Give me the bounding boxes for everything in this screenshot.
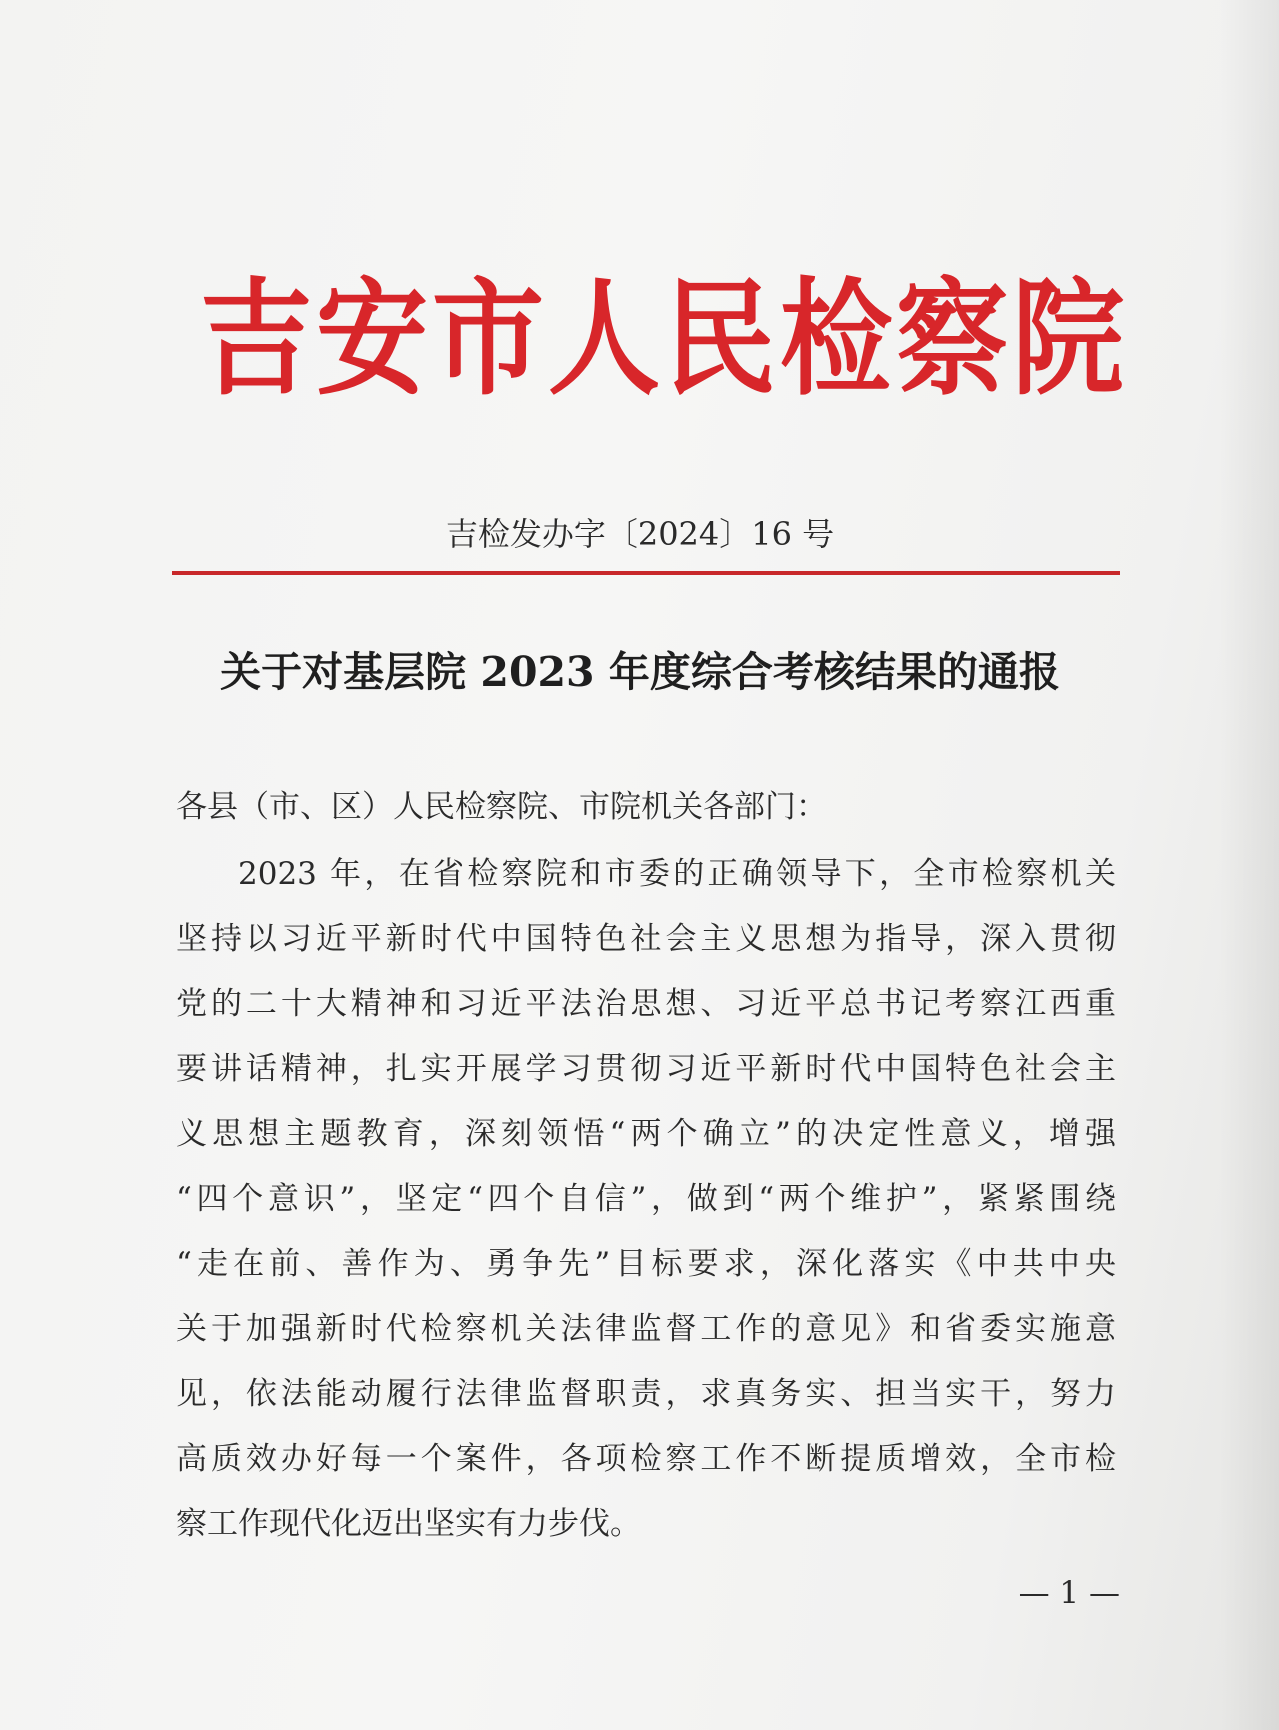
page-number: — 1 — — [1018, 1575, 1120, 1611]
body-line: 关于加强新时代检察机关法律监督工作的意见》和省委实施意 — [176, 1311, 1116, 1347]
body-line: 要讲话精神，扎实开展学习贯彻习近平新时代中国特色社会主 — [176, 1051, 1116, 1087]
body-paragraph — [176, 842, 1116, 1557]
body-line: “走在前、善作为、勇争先”目标要求，深化落实《中共中央 — [176, 1246, 1116, 1282]
page-shadow — [1219, 0, 1279, 1730]
org-name-heading: 吉安市人民检察院 — [200, 267, 1128, 413]
body-line: 察工作现代化迈出坚实有力步伐。 — [176, 1506, 641, 1542]
salutation: 各县（市、区）人民检察院、市院机关各部门： — [176, 789, 827, 825]
body-line: 坚持以习近平新时代中国特色社会主义思想为指导，深入贯彻 — [176, 921, 1116, 957]
body-line: 2023 年，在省检察院和市委的正确领导下，全市检察机关 — [238, 856, 1116, 892]
body-line: 党的二十大精神和习近平法治思想、习近平总书记考察江西重 — [176, 986, 1116, 1022]
body-line: 见，依法能动履行法律监督职责，求真务实、担当实干，努力 — [176, 1376, 1116, 1412]
document-title: 关于对基层院 2023 年度综合考核结果的通报 — [220, 648, 1060, 696]
body-line: “四个意识”，坚定“四个自信”，做到“两个维护”，紧紧围绕 — [176, 1181, 1116, 1217]
document-number: 吉检发办字〔2024〕16 号 — [445, 515, 835, 553]
red-divider-line — [172, 571, 1120, 575]
body-line: 高质效办好每一个案件，各项检察工作不断提质增效，全市检 — [176, 1441, 1116, 1477]
body-line: 义思想主题教育，深刻领悟“两个确立”的决定性意义，增强 — [176, 1116, 1116, 1152]
